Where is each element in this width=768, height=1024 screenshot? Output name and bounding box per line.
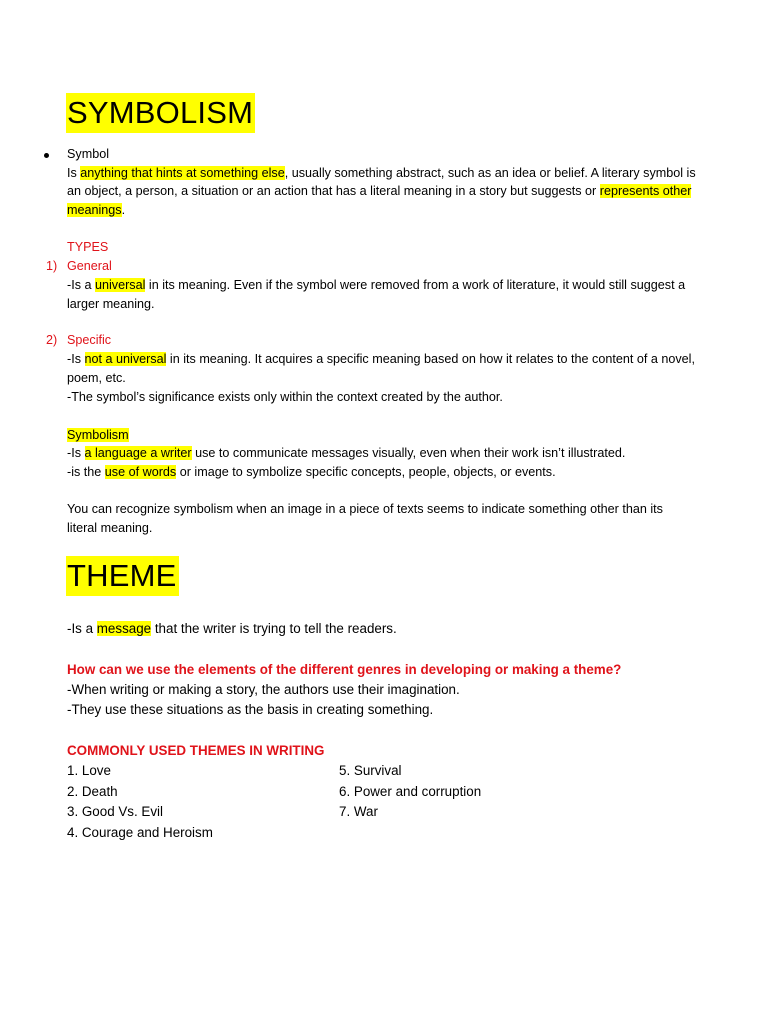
highlight-anything-hints: anything that hints at something else [80, 166, 285, 180]
text-segment: -Is [67, 352, 85, 366]
highlight-language-writer: a language a writer [84, 446, 192, 460]
highlight-universal: universal [95, 278, 146, 292]
types-label: TYPES [67, 240, 109, 254]
specific-label: Specific [67, 333, 112, 347]
specific-line-1 [67, 350, 695, 368]
text-segment: , usually something abstract, such as an idea or belief. A literary symbol is [284, 166, 696, 180]
general-line-1 [67, 276, 685, 294]
theme-answer-2: -They use these situations as the basis in creating something. [67, 702, 434, 717]
highlight-meanings: meanings [67, 203, 122, 217]
symbolism-sub-line-2 [67, 463, 556, 481]
theme-list-item: 7. War [339, 804, 378, 819]
theme-answer-1: -When writing or making a story, the authors use their imagination. [67, 682, 460, 697]
highlight-use-of-words: use of words [104, 465, 177, 479]
text-segment: that the writer is trying to tell the readers. [151, 621, 397, 636]
general-label: General [67, 259, 112, 273]
highlight-not-universal: not a universal [84, 352, 167, 366]
text-segment: an object, a person, a situation or an action that has a literal meaning in a story but suggests or [67, 184, 600, 198]
text-segment: use to communicate messages visually, even when their work isn’t illustrated. [191, 446, 626, 460]
highlight-represents-other: represents other [599, 184, 692, 198]
text-segment: -is the [67, 465, 105, 479]
text-segment: -Is a [67, 621, 97, 636]
theme-list-item: 3. Good Vs. Evil [67, 804, 164, 819]
theme-list-item: 5. Survival [339, 763, 402, 778]
symbol-definition-line-1 [67, 164, 696, 182]
theme-question: How can we use the elements of the different genres in developing or making a theme? [67, 662, 622, 677]
symbol-definition-line-2 [67, 182, 691, 200]
text-segment: in its meaning. Even if the symbol were removed from a work of literature, it would still suggest a [145, 278, 686, 292]
general-line-2: larger meaning. [67, 297, 155, 311]
theme-list-item: 4. Courage and Heroism [67, 825, 213, 840]
recognize-line-2: literal meaning. [67, 521, 153, 535]
specific-marker: 2) [46, 333, 58, 347]
text-segment: . [121, 203, 126, 217]
symbolism-sub-line-1 [67, 444, 625, 462]
symbol-definition-line-3 [67, 201, 125, 219]
bullet-icon [44, 153, 49, 158]
theme-list-item: 6. Power and corruption [339, 784, 482, 799]
theme-heading: THEME [66, 556, 179, 596]
text-segment: -Is a [67, 278, 95, 292]
symbolism-heading: SYMBOLISM [66, 93, 255, 133]
highlight-message: message [96, 621, 152, 636]
theme-definition [67, 619, 397, 639]
text-segment: -Is [67, 446, 85, 460]
theme-list-item: 2. Death [67, 784, 118, 799]
text-segment: in its meaning. It acquires a specific meaning based on how it relates to the content of a novel, [166, 352, 695, 366]
specific-line-3: -The symbol’s significance exists only within the context created by the author. [67, 390, 503, 404]
symbolism-sub-label [67, 426, 129, 444]
theme-list-item: 1. Love [67, 763, 111, 778]
symbol-label: Symbol [67, 147, 109, 161]
text-segment: Is [67, 166, 81, 180]
highlight-symbolism: Symbolism [67, 428, 129, 442]
text-segment: or image to symbolize specific concepts, people, objects, or events. [176, 465, 556, 479]
common-themes-heading: COMMONLY USED THEMES IN WRITING [67, 743, 325, 758]
recognize-line-1: You can recognize symbolism when an image in a piece of texts seems to indicate something other than its [67, 502, 663, 516]
specific-line-2: poem, etc. [67, 371, 126, 385]
general-marker: 1) [46, 259, 58, 273]
